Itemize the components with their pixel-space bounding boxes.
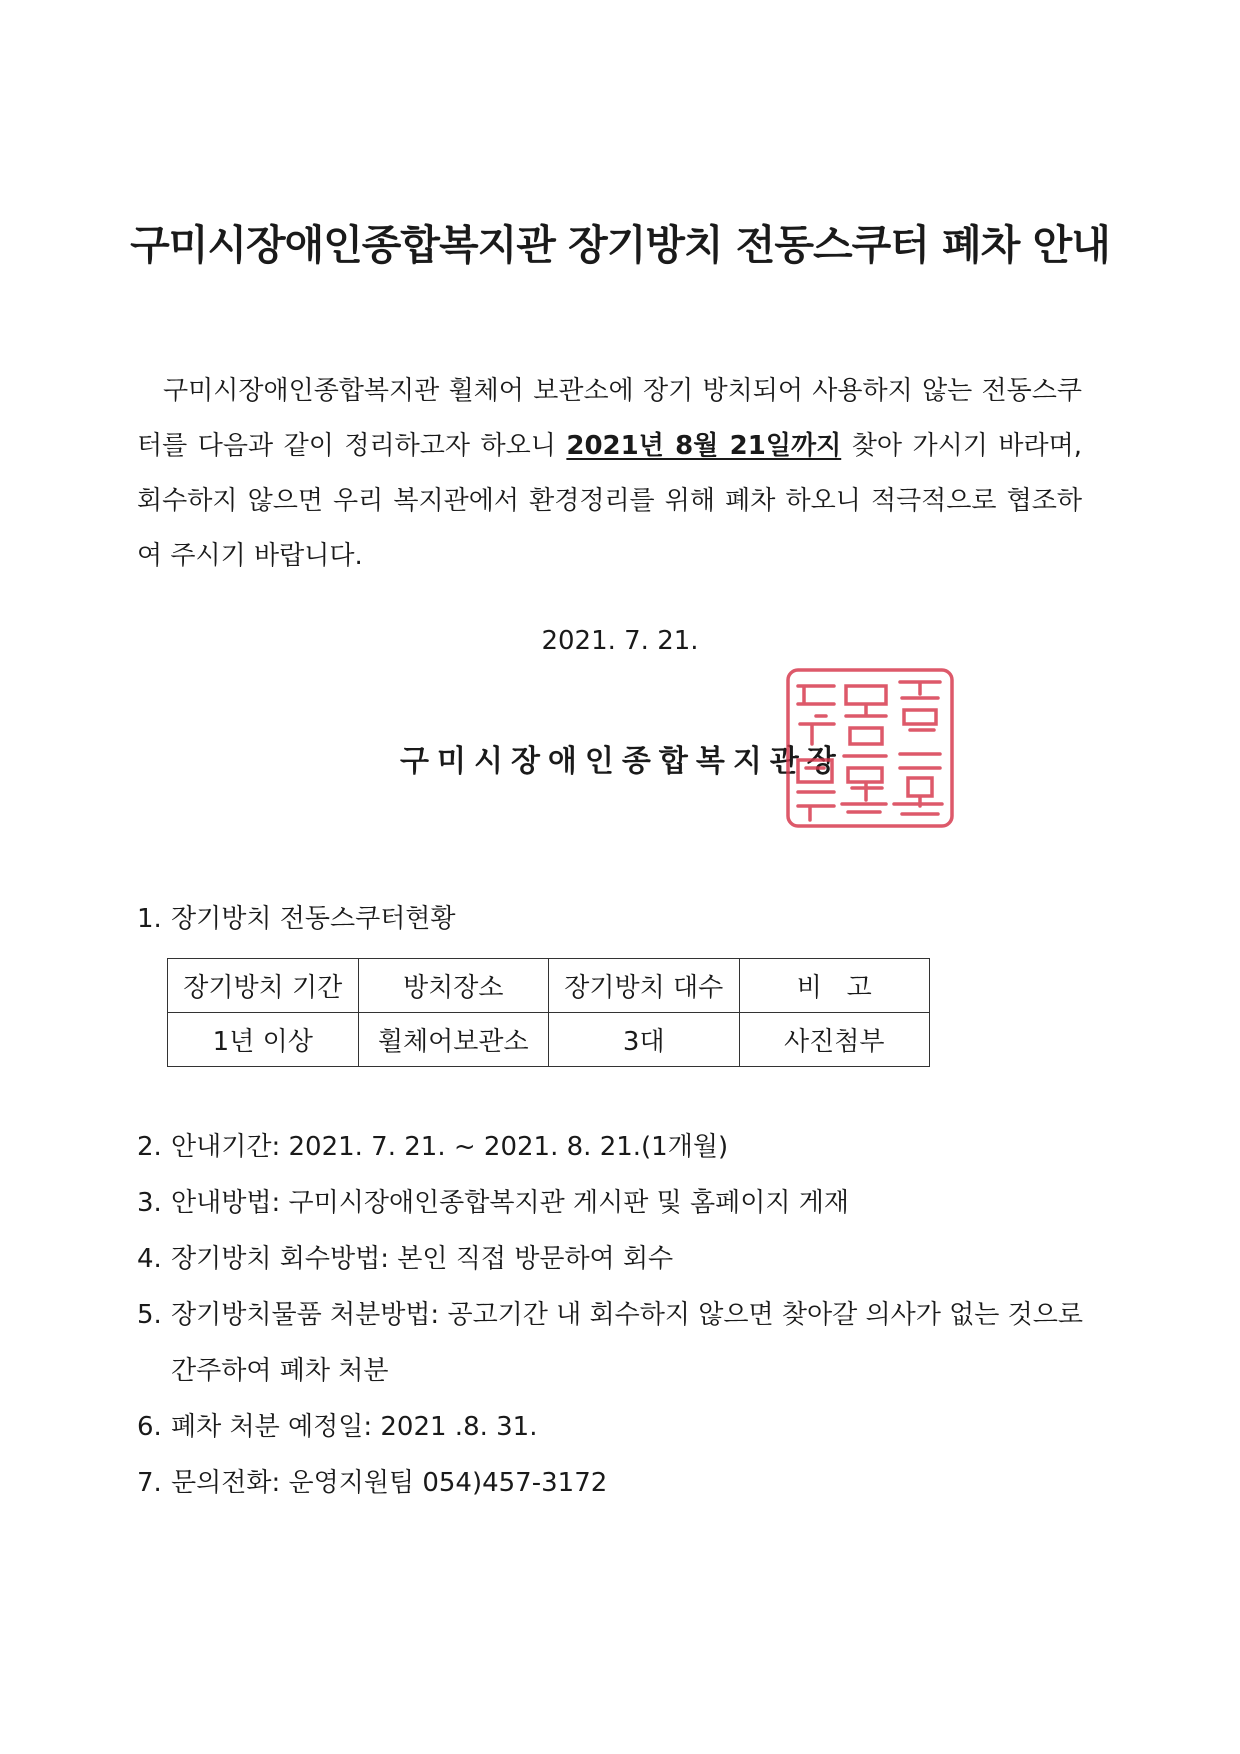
list-item	[137, 1294, 1083, 1331]
table-header-cell: 장기방치 기간	[168, 959, 359, 1013]
table-cell: 3대	[549, 1013, 740, 1067]
scooter-status-table	[167, 958, 930, 1067]
list-number: 7.	[137, 1468, 162, 1498]
list-number: 5.	[137, 1300, 162, 1330]
list-item	[137, 1462, 607, 1499]
list-item	[137, 1182, 849, 1219]
list-text: 장기방치물품 처분방법: 공고기간 내 회수하지 않으면 찾아갈 의사가 없는 것으로	[171, 1300, 1083, 1330]
list-number: 6.	[137, 1412, 162, 1442]
table-header-row	[168, 959, 930, 1013]
document-title: 구미시장애인종합복지관 장기방치 전동스쿠터 폐차 안내	[130, 221, 1110, 269]
paragraph-text-before: 구미시장애인종합복지관 휠체어 보관소에 장기 방치되어 사용하지 않는 전동스쿠터를 다음과 같이 정리하고자 하오니	[137, 376, 1082, 461]
table-cell: 사진첨부	[739, 1013, 930, 1067]
table-cell: 휠체어보관소	[358, 1013, 549, 1067]
list-text: 간주하여 폐차 처분	[171, 1356, 389, 1386]
official-seal-stamp	[782, 664, 958, 832]
deadline-highlight: 2021년 8월 21일까지	[566, 431, 842, 461]
list-text: 안내기간: 2021. 7. 21. ~ 2021. 8. 21.(1개월)	[171, 1132, 729, 1162]
list-number: 4.	[137, 1244, 162, 1274]
list-number: 1.	[137, 904, 162, 934]
table-header-cell: 장기방치 대수	[549, 959, 740, 1013]
list-text: 장기방치 회수방법: 본인 직접 방문하여 회수	[171, 1244, 674, 1274]
list-text: 문의전화: 운영지원팀 054)457-3172	[171, 1468, 608, 1498]
table-cell: 1년 이상	[168, 1013, 359, 1067]
list-text: 안내방법: 구미시장애인종합복지관 게시판 및 홈페이지 게재	[171, 1188, 849, 1218]
list-text: 폐차 처분 예정일: 2021 .8. 31.	[171, 1412, 538, 1442]
list-item	[137, 1406, 537, 1443]
organization-name: 구미시장애인종합복지관장	[400, 744, 844, 779]
table-header-cell: 방치장소	[358, 959, 549, 1013]
notice-paragraph	[137, 364, 1082, 584]
list-item	[137, 1238, 673, 1275]
paragraph-text-after: 찾아 가시기 바라며, 회수하지 않으면 우리 복지관에서 환경정리를 위해 폐차 하오니 적극적으로 협조하여 주시기 바랍니다.	[137, 431, 1082, 571]
list-number: 3.	[137, 1188, 162, 1218]
table-row	[168, 1013, 930, 1067]
issue-date: 2021. 7. 21.	[541, 626, 699, 656]
list-item	[137, 898, 456, 935]
list-text: 장기방치 전동스쿠터현황	[171, 904, 456, 934]
list-item-continuation	[171, 1350, 388, 1387]
list-item	[137, 1126, 728, 1163]
table-header-cell: 비 고	[739, 959, 930, 1013]
list-number: 2.	[137, 1132, 162, 1162]
